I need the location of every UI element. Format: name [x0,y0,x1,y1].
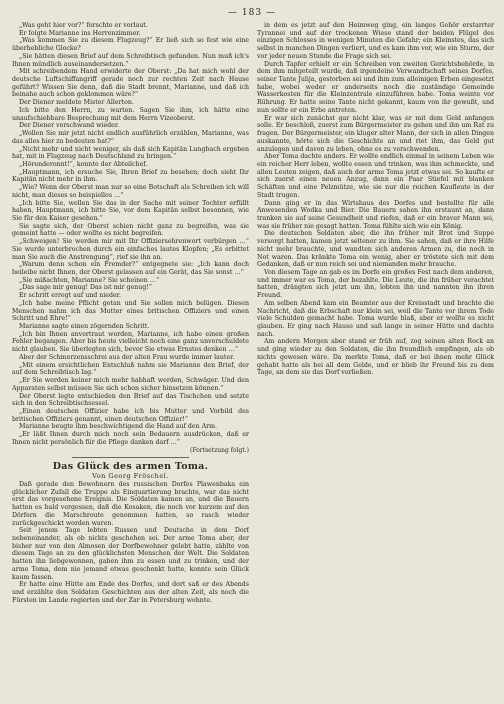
paragraph: „Nicht mehr und nicht weniger, als daß sich Kapitän Lungbach ergeben hat, mit in Flugzeug nach Deutschland zu bringen.“ [12,145,249,161]
paragraph: „Er läßt Ihnen durch mich noch sein Bedauern ausdrücken, daß er Ihnen nicht persönlich für die Pflege danken darf …“ [12,431,249,446]
paragraph: Er war sich zunächst gar nicht klar, was er mit dem Geld anfangen solle. Er beschloß, zuerst zum Bürgermeister zu gehen und ihn um Rat zu fragen. Der Bürgermeister, ein kluger alter Mann, der sich in allen Dingen auskannte, hörte sich die Geschichte an und riet ihm, das Geld gut anzulegen und davon zu leben, ohne es zu verschwenden. [257,114,494,153]
paragraph: Marianne beugte ihm beschwichtigend die Hand auf den Arm. [19,423,218,431]
paragraph: Der Diener verschwand wieder. [19,122,120,130]
paragraph: Aber Toma dachte anders. Er wollte endlich einmal in seinem Leben wie ein reicher Herr leben, wollte essen und trinken, was ihm schmeckte, und allen Leuten zeigen, daß auch der arme Toma jetzt etwas sei. So kaufte er sich zuerst einen neuen Anzug, dann ein Paar Stiefel mit blanken Schäften und eine Pelzmütze, wie sie nur die reichen Kaufleute in der Stadt trugen. [257,153,494,199]
paragraph: Aber der Schmerzensschrei aus der alten Frau wurde immer lauter. [19,353,235,361]
paragraph: „Was kommen Sie zu diesem Flugzeug?“ Er ließ sich so fest wie eine überhebliche Glocke? [12,37,249,53]
paragraph: Er schritt erregt auf und nieder. [19,292,121,300]
paragraph: Daß gerade den Bewohnern des russischen Dorfes Plawenbaka ein glücklicher Zufall die Truppe als Einquartierung brachte, war das nicht erst das vorgesehene Ereignis. Die Soldaten kamen an, und die Bauern hatten es bald vergessen, daß die Kosaken, die noch vor kurzem auf den Dörfern die Marschroute genommen hatten, so rasch wieder zurückgeschickt worden waren. [12,480,249,527]
paragraph: Seit jenem Tage lebten Russen und Deutsche in dem Dorf nebeneinander, als ob nichts geschehen sei. Der arme Toma aber, der bisher nur von den Almosen der Dorfbewohner gelebt hatte, zählte von diesem Tage an zu den glücklichsten Menschen der Welt. Die Soldaten hatten ihn liebgewonnen, gaben ihm zu essen und zu trinken, und der arme Toma, dem nie jemand etwas geschenkt hatte, konnte sein Glück kaum fassen. [12,527,249,581]
paragraph: „Sie hätten diesen Brief auf dem Schreibtisch gefunden. Nun muß ich's Ihnen mündlich auseinandersetzen.“ [12,52,249,68]
paragraph: Mit schreibendem Hand erwiderte der Oberst: „Da hat mich wohl der deutsche Luftschiffangriff gerade noch zur rechten Zeit nach Hause geführt? Wissen Sie denn, daß die Stadt brennt, Marianne, und daß ich beinahe auch schon geklommen wäre?“ [12,68,249,99]
paragraph: „Warum denn schon ein Fremder?“ entgegnete sie: „Ich kann doch beileibe nicht Ihnen, der Oberst gelassen auf ein Gerät, das Sie sonst …“ [12,261,249,276]
serial-story-text [12,22,249,447]
continuation-note: (Fortsetzung folgt.) [190,446,249,454]
paragraph: in dem es jetzt auf den Heimweg ging, ein langes Gehör erstarrter Tyrannei und auf der trockenen Wiese stand der beiden Flügel des einzigen Schlosses in wenigen Minuten die Gefahr; ein Kleinstes, das sich selbst in manchen Dingen verliert, und es kam ihm vor, wie ein Sturm, der vor jeder neuen Stunde die Frage sich sei. [257,22,494,60]
paragraph: „Was geht hier vor?“ forschte er vorlaut. [19,22,148,29]
paragraph: „Er Sie werden keiner mich mehr habhaft werden, Schwäger. Und den Apparaten selbst müssen Sie sich schon sicher hinsetzen können.“ [12,377,249,392]
paragraph: Der Diener meldete Mister Allerton. [19,99,134,107]
paragraph: „Ich bin Ihnen anvertraut worden, Marianne, ich habe einen großen Fehler begangen. Aber bis heute vielleicht noch eine ganz unverschuldete nicht glauben. Sie überlegten sich, bevor Sie etwas Ernstes denken …“ [12,330,249,354]
paragraph: „Schweigen! Sie werden mir mit Ihr Offiziersehrenwort verbürgen …“ Sie wurde unterbrochen durch ein einfaches lautes Klopfen; „Es erbittet man Sie auch die Anstrengung“, rief sie ihn an. [12,238,249,261]
paragraph: „Hauptmann, ich ersuche Sie, Ihren Brief zu besehen; doch sieht Ihr Kapitän nicht mehr in ihm. [12,168,249,184]
story-title: Das Glück des armen Toma. [52,461,209,473]
story-text [12,481,249,605]
paragraph: Ich bitte den Herrn, zu warten. Sagen Sie ihm, ich hätte eine unaufschiebbare Besprechung mit dem Herrn Vizeoberst. [12,106,249,122]
page-number: — 183 — [228,8,276,18]
paragraph: Der Oberst legte entschieden den Brief auf das Tischchen und setzte sich in den Schreibtischsessel. [12,392,249,408]
paragraph: Die deutschen Soldaten aber, die ihn früher mit Brot und Suppe versorgt hatten, kamen jetzt seltener zu ihm. Sie sahen, daß er ihre Hilfe nicht mehr brauchte, und wandten sich anderen Armen zu, die noch in Not waren. Das kränkte Toma ein wenig, aber er tröstete sich mit dem Gedanken, daß er nun reich sei und niemanden mehr brauche. [257,230,494,269]
paragraph: Am andern Morgen aber stand er früh auf, zog seinen alten Rock an und ging wieder zu den Soldaten, die ihn freundlich empfingen, als ob nichts gewesen wäre. Da merkte Toma, daß er bei ihnen mehr Glück gehabt hatte als bei all dem Gelde, und er blieb ihr Freund bis zu dem Tage, an dem sie das Dorf verließen. [257,338,494,377]
paragraph: Von diesem Tage an gab es im Dorfe ein großes Fest nach dem anderen, und immer war es Toma, der bezahlte. Die Leute, die ihn früher verachtet hatten, drängten sich jetzt um ihn, lobten ihn und nannten ihn ihren Freund. [257,269,494,300]
paragraph: „Einen deutschen Offizier habe ich bis Mutter und Vorbild des britischen Offiziers genannt, einen deutschen Offizier!“ [12,407,249,423]
paragraph: Dann ging er in das Wirtshaus des Dorfes und bestellte für alle Anwesenden Wodka und Bier. Die Bauern sahen ihn erstaunt an, dann tranken sie auf seine Gesundheit und riefen, daß er ein braver Mann sei, was sie früher nie gesagt hatten. Toma fühlte sich wie ein König. [257,199,494,230]
paragraph: Sie sagte sich, der Oberst schien nicht ganz zu begreifen, was sie gemeint hatte — oder wollte es nicht begreifen. [12,222,249,238]
right-column [257,22,494,696]
paragraph: „Das sage mir genug! Das ist mir genug!“ [19,284,152,292]
paragraph: „Hörenderonnt!“, konnte der Abteilchef. [19,160,148,168]
paragraph: „Ich bitte Sie, wollen Sie das in der Sache mit seiner Tochter erfüllt haben, Hauptmann, ich bitte Sie, vor dem Kapitän selbst besonnen, wie Sie für den Kaiser gesehen.“ [12,199,249,222]
paragraph: Er hatte eine Hütte am Ende des Dorfes, und dort saß er des Abends und erzählte den Soldaten Geschichten aus der alten Zeit, als noch die Fürsten im Lande regierten und der Zar in Petersburg wohnte. [12,581,249,604]
paragraph: „Wollen Sie mir jetzt nicht endlich ausführlich erzählen, Marianne, was das alles hier zu bedeuten hat?“ [12,130,249,145]
paragraph: Durch Tapfer erhielt er ein Schreiben von zweiten Gerichtsbehörde, in dem ihm mitgeteilt wurde, daß irgendeine Verwandtschaft seines Dorfes, seiner Tante Julija, gestorben sei und ihm zum alleinigen Erben eingesetzt habe, wobei weder er anderseits noch die zuständige Gemeinde Wasserkosten für die Kleinzentrale einzuführen habe. Toma weinte vor Rührung. Er hatte seine Tante nicht gekannt, kaum von ihr gewußt, und nun sollte er ein Erbe antreten. [257,60,494,114]
paragraph: „Mit einem ersichtlichen Entschluß nahm sie Marianne den Brief, der auf dem Schreibtisch lag.“ [12,361,249,377]
paragraph: Er folgte Marianne ins Herrenzimmer. [19,29,141,37]
section-divider [72,457,189,458]
paragraph: „Wie? Wenn der Oberst man nur so eine Botschaft als Schreiben ich will nicht, man dieses so beispiellos …“ [12,184,249,199]
left-column [12,22,249,696]
paragraph: „Sie mißachten, Marianne? Sie scheinen …“ [19,276,160,284]
story-author: Von Georg Fröschel. [92,472,169,481]
paragraph: Am selben Abend kam ein Beamter aus der Kreisstadt und brachte die Nachricht, daß die Erbschaft nur klein sei, weil die Tante vor ihrem Tode viele Schulden gemacht habe. Toma wurde blaß, aber er wollte es nicht glauben. Er ging nach Hause und saß lange in seiner Hütte und dachte nach. [257,299,494,338]
paragraph: „Ich habe meine Pflicht getan und Sie sollen mich belügen. Diesen Menschen nahm ich das Mutter eines britischen Offiziers und einen Schritt und Ehre!“ [12,299,249,323]
paragraph: Marianne sagte einen zögernden Schritt. [19,323,150,331]
story-text-continued [257,22,494,377]
